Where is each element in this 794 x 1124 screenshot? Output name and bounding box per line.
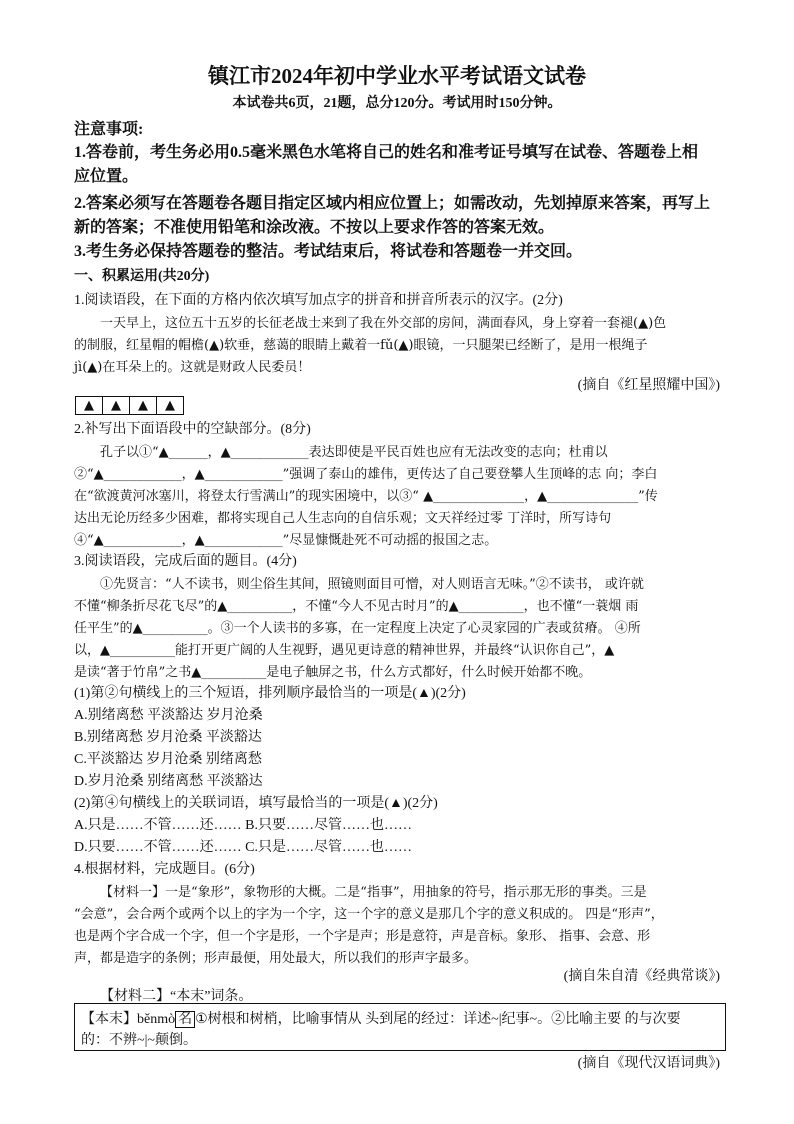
question-2-text-line: 孔子以①“▲______，▲____________表达即使是平民百姓也应有无法改变的志向；杜甫以 <box>100 445 608 460</box>
question-1-passage-line: 一天早上，这位五十五岁的长征老战士来到了我在外交部的房间，满面春风，身上穿着一套褪(▲)色 <box>100 316 667 331</box>
page-subtitle: 本试卷共6页，21题，总分120分。考试用时150分钟。 <box>232 96 562 111</box>
question-3-sub-1: (1)第②句横线上的三个短语，排列顺序最恰当的一项是(▲)(2分) <box>74 686 466 701</box>
question-2-stem: 2.补写出下面语段中的空缺部分。(8分) <box>74 422 311 437</box>
question-3-text-line: 不懂“柳条折尽花飞尽”的▲__________，不懂“今人不见古时月”的▲__________，也不懂“一蓑烟 雨 <box>74 599 639 614</box>
material-2-title: 【材料二】“本末”词条。 <box>100 989 253 1004</box>
notice-item-1-line-1: 1.答卷前，考生务必用0.5毫米黑色水笔将自己的姓名和准考证号填写在试卷、答题卷上相 <box>74 144 699 161</box>
material-1-line: 【材料一】一是“象形”，象物形的大概。二是“指事”，用抽象的符号，指示那无形的事类。三是 <box>100 885 647 900</box>
dictionary-entry-line <box>81 1008 681 1028</box>
notice-item-3: 3.考生务必保持答题卷的整洁。考试结束后，将试卷和答题卷一并交回。 <box>74 243 583 260</box>
question-4-stem: 4.根据材料，完成题目。(6分) <box>74 862 255 877</box>
notice-item-2-line-1: 2.答案必须写在答题卷各题目指定区域内相应位置上；如需改动，先划掉原来答案，再写上 <box>74 195 711 212</box>
option-a: A.别绪离愁 平淡豁达 岁月沧桑 <box>74 708 263 723</box>
question-3-text-line: 任平生”的▲__________。③一个人读书的多寡，在一定程度上决定了心灵家园的广表或贫瘠。 ④所 <box>74 621 641 636</box>
question-3-text-line: ①先贤言：“人不读书，则尘俗生其间，照镜则面目可憎，对人则语言无味。”②不读书， 或许就 <box>100 577 644 592</box>
question-2-text-line: 达出无论历经多少困难，都将实现自己人生志向的自信乐观；文天祥经过零 丁洋时，所写诗句 <box>74 511 612 526</box>
material-1-line: 声，都是造字的条例；形声最便，用处最大，所以我们的形声字最多。 <box>74 951 478 966</box>
answer-box[interactable]: ▲ <box>130 397 157 414</box>
question-2-text-line: ②“▲____________，▲____________”强调了泰山的雄伟，更传达了自己要登攀人生顶峰的志 向；李白 <box>74 467 658 482</box>
option-d: D.岁月沧桑 别绪离愁 平淡豁达 <box>74 774 263 789</box>
option-b: B.别绪离愁 岁月沧桑 平淡豁达 <box>74 730 262 745</box>
question-2-text-line: ④“▲____________，▲____________”尽显慷慨赴死不可动摇的报国之志。 <box>74 533 498 548</box>
option-row: D.只要……不管……还…… C.只是……尽管……也…… <box>74 840 412 855</box>
dictionary-definition: ①树根和树梢，比喻事情从 头到尾的经过：详述~|纪事~。②比喻主要 的与次要 <box>195 1012 681 1027</box>
part-of-speech-tag: 名 <box>175 1011 195 1028</box>
section-heading: 一、积累运用(共20分) <box>74 269 210 284</box>
notice-item-2-line-2: 新的答案；不准使用铅笔和涂改液。不按以上要求作答的答案无效。 <box>74 219 555 236</box>
question-3-text-line: 以，▲__________能打开更广阔的人生视野，遇见更诗意的精神世界，并最终“认识你自己”，▲ <box>74 643 615 658</box>
dictionary-entry-box <box>74 1003 726 1051</box>
page-title: 镇江市2024年初中学业水平考试语文试卷 <box>208 64 586 88</box>
question-2-text-line: 在“欲渡黄河冰塞川，将登太行雪满山”的现实困境中，以③“ ▲______________，▲______________”传 <box>74 489 658 504</box>
question-1-stem: 1.阅读语段，在下面的方格内依次填写加点字的拼音和拼音所表示的汉字。(2分) <box>74 293 563 308</box>
question-3-stem: 3.阅读语段，完成后面的题目。(4分) <box>74 554 297 569</box>
notice-heading: 注意事项: <box>74 121 144 138</box>
question-3-sub-2: (2)第④句横线上的关联词语，填写最恰当的一项是(▲)(2分) <box>74 796 438 811</box>
dictionary-headword: 【本末】běnmò <box>81 1012 176 1027</box>
answer-box-row <box>75 396 184 415</box>
question-1-source: (摘自《红星照耀中国》) <box>577 378 720 393</box>
option-row: A.只是……不管……还…… B.只要……尽管……也…… <box>74 818 412 833</box>
dictionary-entry-line: 的：不辨~|~颠倒。 <box>81 1033 197 1048</box>
answer-box[interactable]: ▲ <box>103 397 130 414</box>
question-1-passage-line: 的制服，红星帽的帽檐(▲)软垂，慈蔼的眼睛上戴着一fǔ(▲)眼镜，一只腿架已经断了，是用一根绳子 <box>74 338 648 353</box>
question-1-passage-line: jì(▲)在耳朵上的。这就是财政人民委员！ <box>74 360 311 375</box>
question-3-text-line: 是读“著于竹帛”之书▲__________是电子触屏之书，什么方式都好，什么时候开始都不晚。 <box>74 665 592 680</box>
material-2-source: (摘自《现代汉语词典》) <box>577 1056 720 1071</box>
option-c: C.平淡豁达 岁月沧桑 别绪离愁 <box>74 752 262 767</box>
answer-box[interactable]: ▲ <box>76 397 103 414</box>
material-1-line: “会意”，会合两个或两个以上的字为一个字，这一个字的意义是那几个字的意义积成的。 四是“形声”， <box>74 907 664 922</box>
answer-box[interactable]: ▲ <box>165 398 175 413</box>
material-1-line: 也是两个字合成一个字，但一个字是形，一个字是声；形是意符，声是音标。象形、 指事、会意、形 <box>74 929 651 944</box>
notice-item-1-line-2: 应位置。 <box>74 168 139 185</box>
material-1-source: (摘自朱自清《经典常谈》) <box>563 969 720 984</box>
